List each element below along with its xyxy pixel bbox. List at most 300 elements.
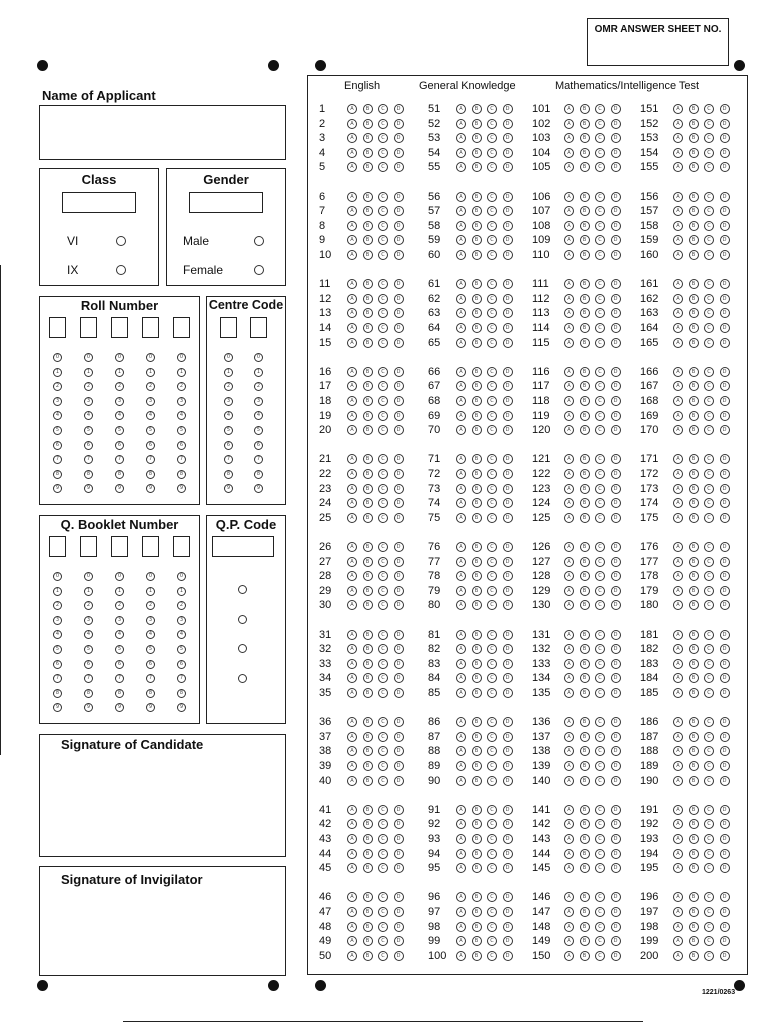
answer-bubble[interactable]: D bbox=[394, 849, 404, 859]
answer-bubble[interactable]: A bbox=[673, 805, 683, 815]
answer-bubble[interactable]: C bbox=[704, 396, 714, 406]
answer-bubble[interactable]: D bbox=[720, 294, 730, 304]
answer-bubble[interactable]: C bbox=[704, 542, 714, 552]
answer-bubble[interactable]: D bbox=[611, 206, 621, 216]
digit-bubble[interactable]: 2 bbox=[146, 382, 155, 391]
answer-bubble[interactable]: B bbox=[689, 411, 699, 421]
answer-bubble[interactable]: A bbox=[673, 922, 683, 932]
answer-bubble[interactable]: B bbox=[689, 761, 699, 771]
answer-bubble[interactable]: B bbox=[472, 746, 482, 756]
answer-bubble[interactable]: D bbox=[611, 630, 621, 640]
answer-bubble[interactable]: A bbox=[347, 644, 357, 654]
answer-bubble[interactable]: A bbox=[456, 250, 466, 260]
answer-bubble[interactable]: C bbox=[487, 454, 497, 464]
answer-bubble[interactable]: D bbox=[611, 746, 621, 756]
answer-bubble[interactable]: C bbox=[595, 936, 605, 946]
answer-bubble[interactable]: C bbox=[595, 411, 605, 421]
answer-bubble[interactable]: D bbox=[394, 425, 404, 435]
answer-bubble[interactable]: C bbox=[378, 323, 388, 333]
answer-bubble[interactable]: B bbox=[580, 104, 590, 114]
digit-bubble[interactable]: 6 bbox=[146, 660, 155, 669]
answer-bubble[interactable]: D bbox=[720, 338, 730, 348]
answer-bubble[interactable]: D bbox=[720, 235, 730, 245]
answer-bubble[interactable]: B bbox=[689, 250, 699, 260]
answer-bubble[interactable]: B bbox=[363, 863, 373, 873]
answer-bubble[interactable]: C bbox=[704, 484, 714, 494]
answer-bubble[interactable]: C bbox=[595, 192, 605, 202]
answer-bubble[interactable]: B bbox=[472, 235, 482, 245]
answer-bubble[interactable]: B bbox=[689, 907, 699, 917]
digit-bubble[interactable]: 0 bbox=[146, 572, 155, 581]
answer-bubble[interactable]: C bbox=[595, 250, 605, 260]
answer-bubble[interactable]: A bbox=[673, 279, 683, 289]
answer-bubble[interactable]: A bbox=[347, 338, 357, 348]
answer-bubble[interactable]: A bbox=[564, 557, 574, 567]
answer-bubble[interactable]: B bbox=[472, 732, 482, 742]
answer-bubble[interactable]: C bbox=[704, 498, 714, 508]
answer-bubble[interactable]: A bbox=[564, 761, 574, 771]
answer-bubble[interactable]: D bbox=[503, 454, 513, 464]
answer-bubble[interactable]: C bbox=[378, 104, 388, 114]
answer-bubble[interactable]: B bbox=[472, 513, 482, 523]
answer-bubble[interactable]: C bbox=[487, 951, 497, 961]
answer-bubble[interactable]: D bbox=[720, 454, 730, 464]
answer-bubble[interactable]: A bbox=[673, 936, 683, 946]
digit-bubble[interactable]: 7 bbox=[254, 455, 263, 464]
answer-bubble[interactable]: D bbox=[720, 776, 730, 786]
answer-bubble[interactable]: D bbox=[611, 221, 621, 231]
answer-bubble[interactable]: D bbox=[720, 732, 730, 742]
answer-bubble[interactable]: D bbox=[394, 630, 404, 640]
answer-bubble[interactable]: B bbox=[472, 469, 482, 479]
digit-bubble[interactable]: 5 bbox=[53, 426, 62, 435]
answer-bubble[interactable]: B bbox=[363, 513, 373, 523]
answer-bubble[interactable]: C bbox=[595, 907, 605, 917]
answer-bubble[interactable]: D bbox=[503, 498, 513, 508]
digit-bubble[interactable]: 6 bbox=[254, 441, 263, 450]
answer-bubble[interactable]: D bbox=[720, 922, 730, 932]
answer-bubble[interactable]: C bbox=[704, 308, 714, 318]
answer-bubble[interactable]: C bbox=[595, 673, 605, 683]
answer-bubble[interactable]: D bbox=[720, 819, 730, 829]
answer-bubble[interactable]: B bbox=[580, 148, 590, 158]
answer-bubble[interactable]: B bbox=[363, 805, 373, 815]
answer-bubble[interactable]: D bbox=[503, 557, 513, 567]
answer-bubble[interactable]: D bbox=[394, 761, 404, 771]
answer-bubble[interactable]: A bbox=[456, 308, 466, 318]
answer-bubble[interactable]: D bbox=[503, 819, 513, 829]
digit-bubble[interactable]: 9 bbox=[254, 484, 263, 493]
digit-bubble[interactable]: 4 bbox=[146, 411, 155, 420]
digit-bubble[interactable]: 5 bbox=[146, 645, 155, 654]
answer-bubble[interactable]: D bbox=[394, 235, 404, 245]
answer-bubble[interactable]: B bbox=[689, 221, 699, 231]
answer-bubble[interactable]: A bbox=[456, 776, 466, 786]
answer-bubble[interactable]: C bbox=[595, 513, 605, 523]
answer-bubble[interactable]: C bbox=[595, 892, 605, 902]
answer-bubble[interactable]: D bbox=[611, 119, 621, 129]
answer-bubble[interactable]: B bbox=[689, 308, 699, 318]
answer-bubble[interactable]: B bbox=[363, 162, 373, 172]
digit-bubble[interactable]: 1 bbox=[115, 368, 124, 377]
answer-bubble[interactable]: C bbox=[704, 732, 714, 742]
answer-bubble[interactable]: D bbox=[394, 104, 404, 114]
answer-bubble[interactable]: D bbox=[720, 162, 730, 172]
answer-bubble[interactable]: A bbox=[673, 951, 683, 961]
answer-bubble[interactable]: A bbox=[564, 206, 574, 216]
answer-bubble[interactable]: A bbox=[564, 338, 574, 348]
answer-bubble[interactable]: D bbox=[503, 849, 513, 859]
answer-bubble[interactable]: D bbox=[611, 834, 621, 844]
answer-bubble[interactable]: A bbox=[564, 659, 574, 669]
answer-bubble[interactable]: D bbox=[394, 308, 404, 318]
answer-bubble[interactable]: C bbox=[487, 381, 497, 391]
answer-bubble[interactable]: D bbox=[611, 936, 621, 946]
answer-bubble[interactable]: B bbox=[689, 732, 699, 742]
answer-bubble[interactable]: A bbox=[564, 425, 574, 435]
answer-bubble[interactable]: C bbox=[704, 367, 714, 377]
answer-bubble[interactable]: A bbox=[456, 148, 466, 158]
answer-bubble[interactable]: C bbox=[487, 294, 497, 304]
answer-bubble[interactable]: A bbox=[347, 863, 357, 873]
answer-bubble[interactable]: B bbox=[580, 951, 590, 961]
digit-bubble[interactable]: 9 bbox=[115, 484, 124, 493]
answer-bubble[interactable]: D bbox=[503, 673, 513, 683]
answer-bubble[interactable]: B bbox=[689, 425, 699, 435]
answer-bubble[interactable]: C bbox=[378, 936, 388, 946]
answer-bubble[interactable]: B bbox=[472, 294, 482, 304]
answer-bubble[interactable]: B bbox=[580, 498, 590, 508]
answer-bubble[interactable]: D bbox=[394, 498, 404, 508]
answer-bubble[interactable]: C bbox=[487, 484, 497, 494]
digit-bubble[interactable]: 4 bbox=[115, 630, 124, 639]
answer-bubble[interactable]: D bbox=[503, 542, 513, 552]
answer-bubble[interactable]: D bbox=[720, 557, 730, 567]
answer-bubble[interactable]: D bbox=[503, 279, 513, 289]
answer-bubble[interactable]: A bbox=[456, 162, 466, 172]
answer-bubble[interactable]: D bbox=[394, 411, 404, 421]
answer-bubble[interactable]: D bbox=[503, 469, 513, 479]
answer-bubble[interactable]: B bbox=[689, 338, 699, 348]
answer-bubble[interactable]: C bbox=[378, 279, 388, 289]
answer-bubble[interactable]: C bbox=[487, 557, 497, 567]
answer-bubble[interactable]: B bbox=[689, 644, 699, 654]
answer-bubble[interactable]: A bbox=[673, 761, 683, 771]
answer-bubble[interactable]: C bbox=[595, 644, 605, 654]
answer-bubble[interactable]: A bbox=[564, 600, 574, 610]
answer-bubble[interactable]: C bbox=[378, 600, 388, 610]
answer-bubble[interactable]: D bbox=[720, 367, 730, 377]
answer-bubble[interactable]: A bbox=[564, 119, 574, 129]
answer-bubble[interactable]: B bbox=[472, 148, 482, 158]
answer-bubble[interactable]: D bbox=[394, 367, 404, 377]
answer-bubble[interactable]: C bbox=[595, 294, 605, 304]
answer-bubble[interactable]: D bbox=[611, 951, 621, 961]
answer-bubble[interactable]: D bbox=[503, 513, 513, 523]
answer-bubble[interactable]: D bbox=[611, 235, 621, 245]
answer-bubble[interactable]: C bbox=[378, 469, 388, 479]
answer-bubble[interactable]: A bbox=[673, 586, 683, 596]
answer-bubble[interactable]: B bbox=[363, 776, 373, 786]
answer-bubble[interactable]: C bbox=[487, 746, 497, 756]
answer-bubble[interactable]: B bbox=[689, 513, 699, 523]
answer-bubble[interactable]: D bbox=[394, 863, 404, 873]
answer-bubble[interactable]: A bbox=[564, 279, 574, 289]
answer-bubble[interactable]: A bbox=[347, 673, 357, 683]
answer-bubble[interactable]: B bbox=[689, 381, 699, 391]
answer-bubble[interactable]: B bbox=[472, 936, 482, 946]
answer-bubble[interactable]: B bbox=[472, 338, 482, 348]
answer-bubble[interactable]: B bbox=[472, 498, 482, 508]
answer-bubble[interactable]: D bbox=[503, 951, 513, 961]
answer-bubble[interactable]: A bbox=[347, 600, 357, 610]
answer-bubble[interactable]: A bbox=[673, 659, 683, 669]
answer-bubble[interactable]: B bbox=[580, 323, 590, 333]
answer-bubble[interactable]: A bbox=[673, 206, 683, 216]
answer-bubble[interactable]: D bbox=[394, 381, 404, 391]
answer-bubble[interactable]: B bbox=[689, 557, 699, 567]
answer-bubble[interactable]: D bbox=[611, 162, 621, 172]
answer-bubble[interactable]: D bbox=[503, 192, 513, 202]
digit-bubble[interactable]: 7 bbox=[224, 455, 233, 464]
answer-bubble[interactable]: C bbox=[378, 338, 388, 348]
answer-bubble[interactable]: A bbox=[456, 367, 466, 377]
answer-bubble[interactable]: B bbox=[580, 776, 590, 786]
answer-bubble[interactable]: C bbox=[487, 338, 497, 348]
answer-bubble[interactable]: D bbox=[611, 498, 621, 508]
answer-bubble[interactable]: C bbox=[378, 367, 388, 377]
digit-bubble[interactable]: 3 bbox=[53, 616, 62, 625]
answer-bubble[interactable]: D bbox=[394, 162, 404, 172]
answer-bubble[interactable]: D bbox=[394, 119, 404, 129]
answer-bubble[interactable]: B bbox=[689, 279, 699, 289]
answer-bubble[interactable]: A bbox=[456, 951, 466, 961]
answer-bubble[interactable]: B bbox=[472, 834, 482, 844]
answer-bubble[interactable]: B bbox=[689, 119, 699, 129]
answer-bubble[interactable]: C bbox=[704, 148, 714, 158]
answer-bubble[interactable]: B bbox=[363, 688, 373, 698]
answer-bubble[interactable]: D bbox=[611, 863, 621, 873]
answer-bubble[interactable]: D bbox=[720, 834, 730, 844]
answer-bubble[interactable]: B bbox=[580, 279, 590, 289]
answer-bubble[interactable]: B bbox=[580, 469, 590, 479]
answer-bubble[interactable]: C bbox=[487, 104, 497, 114]
answer-bubble[interactable]: B bbox=[580, 849, 590, 859]
answer-bubble[interactable]: C bbox=[595, 119, 605, 129]
answer-bubble[interactable]: A bbox=[347, 308, 357, 318]
answer-bubble[interactable]: D bbox=[720, 323, 730, 333]
answer-bubble[interactable]: B bbox=[472, 454, 482, 464]
answer-bubble[interactable]: B bbox=[689, 148, 699, 158]
answer-bubble[interactable]: A bbox=[673, 425, 683, 435]
answer-bubble[interactable]: C bbox=[595, 746, 605, 756]
answer-bubble[interactable]: D bbox=[611, 571, 621, 581]
answer-bubble[interactable]: D bbox=[394, 659, 404, 669]
digit-bubble[interactable]: 9 bbox=[146, 703, 155, 712]
answer-bubble[interactable]: D bbox=[503, 308, 513, 318]
answer-bubble[interactable]: A bbox=[347, 425, 357, 435]
answer-bubble[interactable]: D bbox=[720, 381, 730, 391]
answer-bubble[interactable]: D bbox=[394, 294, 404, 304]
answer-bubble[interactable]: D bbox=[720, 396, 730, 406]
answer-bubble[interactable]: A bbox=[673, 235, 683, 245]
answer-bubble[interactable]: D bbox=[611, 469, 621, 479]
answer-bubble[interactable]: B bbox=[689, 630, 699, 640]
answer-bubble[interactable]: C bbox=[378, 717, 388, 727]
answer-bubble[interactable]: B bbox=[580, 411, 590, 421]
answer-bubble[interactable]: D bbox=[611, 732, 621, 742]
digit-bubble[interactable]: 0 bbox=[115, 353, 124, 362]
answer-bubble[interactable]: B bbox=[580, 717, 590, 727]
answer-bubble[interactable]: C bbox=[487, 162, 497, 172]
answer-bubble[interactable]: B bbox=[689, 834, 699, 844]
answer-bubble[interactable]: B bbox=[689, 586, 699, 596]
answer-bubble[interactable]: D bbox=[503, 367, 513, 377]
answer-bubble[interactable]: D bbox=[503, 148, 513, 158]
answer-bubble[interactable]: C bbox=[378, 294, 388, 304]
answer-bubble[interactable]: C bbox=[487, 498, 497, 508]
answer-bubble[interactable]: C bbox=[704, 892, 714, 902]
answer-bubble[interactable]: C bbox=[595, 776, 605, 786]
gender-female-radio[interactable] bbox=[254, 265, 264, 275]
answer-bubble[interactable]: D bbox=[611, 542, 621, 552]
digit-bubble[interactable]: 1 bbox=[84, 587, 93, 596]
answer-bubble[interactable]: D bbox=[394, 571, 404, 581]
digit-bubble[interactable]: 9 bbox=[115, 703, 124, 712]
answer-bubble[interactable]: B bbox=[580, 732, 590, 742]
answer-bubble[interactable]: A bbox=[673, 454, 683, 464]
answer-bubble[interactable]: A bbox=[564, 381, 574, 391]
answer-bubble[interactable]: B bbox=[472, 250, 482, 260]
digit-bubble[interactable]: 8 bbox=[146, 689, 155, 698]
answer-bubble[interactable]: D bbox=[720, 863, 730, 873]
digit-bubble[interactable]: 2 bbox=[254, 382, 263, 391]
answer-bubble[interactable]: C bbox=[487, 907, 497, 917]
answer-bubble[interactable]: C bbox=[487, 600, 497, 610]
answer-bubble[interactable]: B bbox=[689, 776, 699, 786]
answer-bubble[interactable]: A bbox=[347, 688, 357, 698]
digit-bubble[interactable]: 2 bbox=[84, 601, 93, 610]
answer-bubble[interactable]: D bbox=[611, 192, 621, 202]
answer-bubble[interactable]: D bbox=[394, 907, 404, 917]
answer-bubble[interactable]: B bbox=[689, 922, 699, 932]
answer-bubble[interactable]: D bbox=[503, 688, 513, 698]
digit-bubble[interactable]: 8 bbox=[177, 689, 186, 698]
candidate-signature-box[interactable] bbox=[39, 734, 286, 857]
answer-bubble[interactable]: C bbox=[487, 732, 497, 742]
qp-code-input-box[interactable] bbox=[212, 536, 274, 557]
answer-bubble[interactable]: A bbox=[456, 411, 466, 421]
answer-bubble[interactable]: A bbox=[347, 936, 357, 946]
answer-bubble[interactable]: A bbox=[673, 907, 683, 917]
answer-bubble[interactable]: C bbox=[378, 162, 388, 172]
answer-bubble[interactable]: B bbox=[363, 659, 373, 669]
answer-bubble[interactable]: A bbox=[564, 863, 574, 873]
answer-bubble[interactable]: C bbox=[595, 557, 605, 567]
digit-bubble[interactable]: 8 bbox=[146, 470, 155, 479]
answer-bubble[interactable]: B bbox=[363, 133, 373, 143]
answer-bubble[interactable]: D bbox=[611, 338, 621, 348]
digit-bubble[interactable]: 5 bbox=[115, 426, 124, 435]
answer-bubble[interactable]: C bbox=[595, 951, 605, 961]
answer-bubble[interactable]: B bbox=[363, 221, 373, 231]
answer-bubble[interactable]: C bbox=[487, 571, 497, 581]
answer-bubble[interactable]: D bbox=[720, 469, 730, 479]
answer-bubble[interactable]: B bbox=[580, 338, 590, 348]
digit-bubble[interactable]: 3 bbox=[224, 397, 233, 406]
answer-bubble[interactable]: C bbox=[487, 922, 497, 932]
digit-bubble[interactable]: 4 bbox=[177, 411, 186, 420]
answer-bubble[interactable]: A bbox=[347, 250, 357, 260]
answer-bubble[interactable]: C bbox=[704, 104, 714, 114]
digit-bubble[interactable]: 0 bbox=[53, 353, 62, 362]
answer-bubble[interactable]: D bbox=[394, 951, 404, 961]
answer-bubble[interactable]: B bbox=[580, 659, 590, 669]
digit-bubble[interactable]: 1 bbox=[146, 587, 155, 596]
answer-bubble[interactable]: C bbox=[378, 922, 388, 932]
answer-bubble[interactable]: A bbox=[347, 892, 357, 902]
answer-bubble[interactable]: B bbox=[363, 498, 373, 508]
answer-bubble[interactable]: C bbox=[487, 761, 497, 771]
digit-bubble[interactable]: 0 bbox=[53, 572, 62, 581]
answer-bubble[interactable]: C bbox=[378, 586, 388, 596]
answer-bubble[interactable]: D bbox=[720, 425, 730, 435]
answer-bubble[interactable]: B bbox=[472, 557, 482, 567]
digit-bubble[interactable]: 7 bbox=[53, 455, 62, 464]
digit-bubble[interactable]: 9 bbox=[84, 484, 93, 493]
answer-bubble[interactable]: C bbox=[595, 454, 605, 464]
answer-bubble[interactable]: D bbox=[720, 951, 730, 961]
answer-bubble[interactable]: D bbox=[394, 586, 404, 596]
answer-bubble[interactable]: C bbox=[378, 484, 388, 494]
answer-bubble[interactable]: B bbox=[363, 644, 373, 654]
answer-bubble[interactable]: A bbox=[564, 411, 574, 421]
answer-bubble[interactable]: A bbox=[673, 192, 683, 202]
answer-bubble[interactable]: A bbox=[564, 805, 574, 815]
answer-bubble[interactable]: A bbox=[456, 498, 466, 508]
answer-bubble[interactable]: B bbox=[472, 323, 482, 333]
answer-bubble[interactable]: C bbox=[704, 659, 714, 669]
answer-bubble[interactable]: C bbox=[595, 819, 605, 829]
answer-bubble[interactable]: D bbox=[503, 119, 513, 129]
answer-bubble[interactable]: D bbox=[503, 936, 513, 946]
answer-bubble[interactable]: B bbox=[363, 411, 373, 421]
answer-bubble[interactable]: D bbox=[720, 484, 730, 494]
answer-bubble[interactable]: D bbox=[503, 644, 513, 654]
answer-bubble[interactable]: C bbox=[487, 425, 497, 435]
digit-bubble[interactable]: 5 bbox=[177, 645, 186, 654]
digit-bubble[interactable]: 5 bbox=[224, 426, 233, 435]
answer-bubble[interactable]: B bbox=[363, 323, 373, 333]
digit-bubble[interactable]: 3 bbox=[177, 397, 186, 406]
digit-bubble[interactable]: 2 bbox=[115, 601, 124, 610]
answer-bubble[interactable]: D bbox=[611, 294, 621, 304]
digit-bubble[interactable]: 4 bbox=[84, 411, 93, 420]
answer-bubble[interactable]: B bbox=[689, 571, 699, 581]
answer-bubble[interactable]: C bbox=[487, 586, 497, 596]
answer-bubble[interactable]: D bbox=[394, 805, 404, 815]
digit-bubble[interactable]: 4 bbox=[53, 411, 62, 420]
digit-bubble[interactable]: 3 bbox=[254, 397, 263, 406]
digit-bubble[interactable]: 7 bbox=[84, 455, 93, 464]
digit-bubble[interactable]: 3 bbox=[84, 397, 93, 406]
answer-bubble[interactable]: D bbox=[503, 425, 513, 435]
digit-input-box[interactable] bbox=[173, 536, 190, 557]
answer-bubble[interactable]: C bbox=[595, 922, 605, 932]
answer-bubble[interactable]: D bbox=[394, 834, 404, 844]
answer-bubble[interactable]: B bbox=[689, 294, 699, 304]
digit-input-box[interactable] bbox=[111, 317, 128, 338]
